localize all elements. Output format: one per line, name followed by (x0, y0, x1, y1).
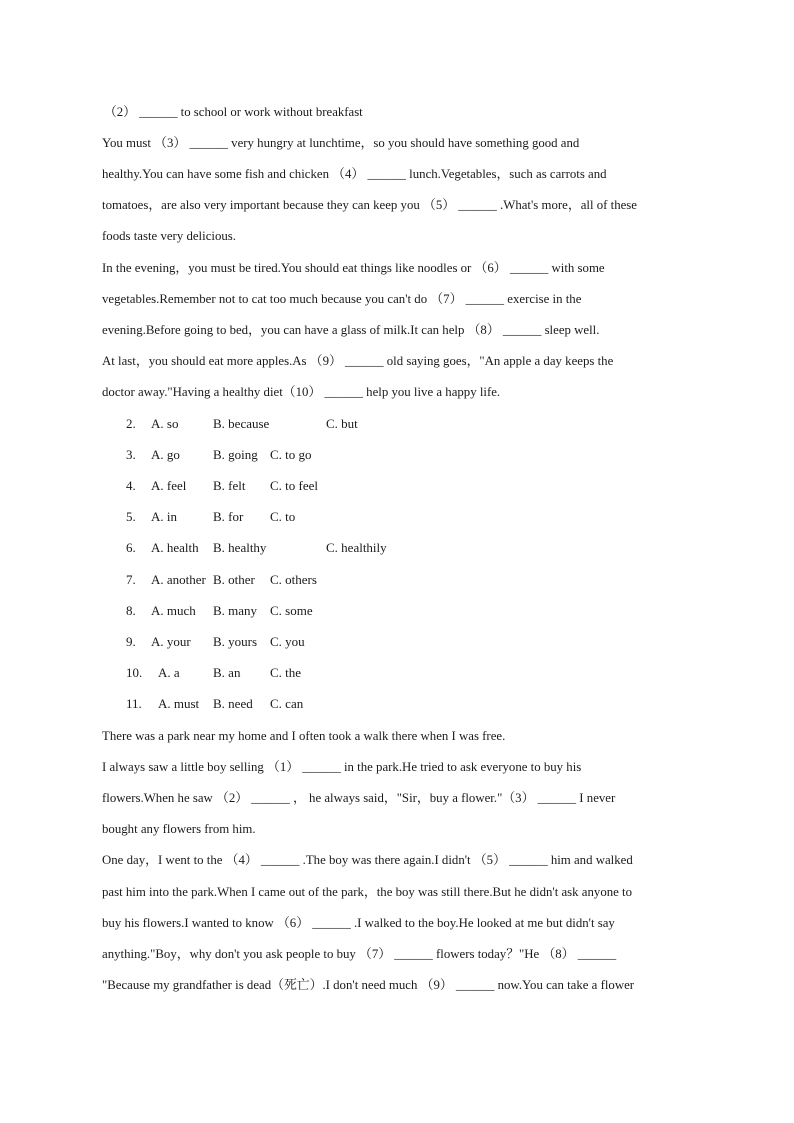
passage2-line-5: One day，I went to the （4） ______ .The boy was there again.I didn't （5） ______ him and walked (102, 852, 633, 867)
option-c: C. some (270, 603, 313, 618)
option-number: 9. (126, 634, 136, 649)
option-number: 4. (126, 478, 136, 493)
option-b: B. yours (213, 634, 258, 649)
option-a: A. another (151, 572, 206, 587)
option-a: A. health (151, 540, 199, 555)
option-a: A. go (151, 447, 180, 462)
option-number: 7. (126, 572, 136, 587)
option-b: B. for (213, 509, 244, 524)
option-b: B. because (213, 416, 270, 431)
option-a: A. a (158, 665, 180, 680)
passage2-line-2: I always saw a little boy selling （1） ______ in the park.He tried to ask everyone to buy his (102, 759, 582, 774)
passage1-line-5: foods taste very delicious. (102, 228, 236, 243)
passage1-line-4: tomatoes，are also very important because they can keep you （5） ______ .What's more，all of these (102, 197, 638, 212)
option-b: B. many (213, 603, 258, 618)
option-number: 3. (126, 447, 136, 462)
option-c: C. to feel (270, 478, 319, 493)
passage1-line-6: In the evening，you must be tired.You should eat things like noodles or （6） ______ with some (102, 260, 605, 275)
option-c: C. to go (270, 447, 312, 462)
passage2-line-7: buy his flowers.I wanted to know （6） ______ .I walked to the boy.He looked at me but didn't say (102, 915, 615, 930)
option-c: C. others (270, 572, 317, 587)
option-b: B. an (213, 665, 241, 680)
passage1-line-3: healthy.You can have some fish and chicken （4） ______ lunch.Vegetables，such as carrots and (102, 166, 607, 181)
passage1-line-1: （2） ______ to school or work without breakfast (104, 104, 363, 119)
option-a: A. in (151, 509, 177, 524)
passage1-line-7: vegetables.Remember not to cat too much because you can't do （7） ______ exercise in the (102, 291, 582, 306)
passage1-line-2: You must （3） ______ very hungry at lunchtime，so you should have something good and (102, 135, 580, 150)
passage2-line-3: flowers.When he saw （2） ______ ， he always said，"Sir，buy a flower."（3） ______ I never (102, 790, 616, 805)
passage2-line-1: There was a park near my home and I often took a walk there when I was free. (102, 728, 506, 743)
option-number: 5. (126, 509, 136, 524)
option-number: 8. (126, 603, 136, 618)
passage1-line-9: At last，you should eat more apples.As （9） ______ old saying goes，"An apple a day keeps the (102, 353, 614, 368)
option-b: B. need (213, 696, 253, 711)
passage2-line-4: bought any flowers from him. (102, 821, 256, 836)
option-b: B. going (213, 447, 258, 462)
option-a: A. feel (151, 478, 187, 493)
option-c: C. but (326, 416, 358, 431)
option-a: A. much (151, 603, 196, 618)
option-a: A. your (151, 634, 191, 649)
option-b: B. other (213, 572, 255, 587)
passage2-line-8: anything."Boy，why don't you ask people to buy （7） ______ flowers today？"He （8） ______ (102, 946, 617, 961)
option-number: 11. (126, 696, 142, 711)
passage2-line-6: past him into the park.When I came out of the park，the boy was still there.But he didn't ask anyone to (102, 884, 633, 899)
option-b: B. healthy (213, 540, 267, 555)
option-c: C. to (270, 509, 296, 524)
option-c: C. healthily (326, 540, 387, 555)
option-b: B. felt (213, 478, 246, 493)
option-number: 2. (126, 416, 136, 431)
passage2-line-9: "Because my grandfather is dead（死亡）.I don't need much （9） ______ now.You can take a flower (102, 977, 635, 992)
option-number: 10. (126, 665, 143, 680)
option-c: C. you (270, 634, 305, 649)
option-a: A. must (158, 696, 200, 711)
passage1-line-8: evening.Before going to bed，you can have a glass of milk.It can help （8） ______ sleep well. (102, 322, 600, 337)
option-c: C. can (270, 696, 304, 711)
option-number: 6. (126, 540, 136, 555)
option-c: C. the (270, 665, 302, 680)
option-a: A. so (151, 416, 179, 431)
passage1-line-10: doctor away."Having a healthy diet（10） ______ help you live a happy life. (102, 384, 501, 399)
